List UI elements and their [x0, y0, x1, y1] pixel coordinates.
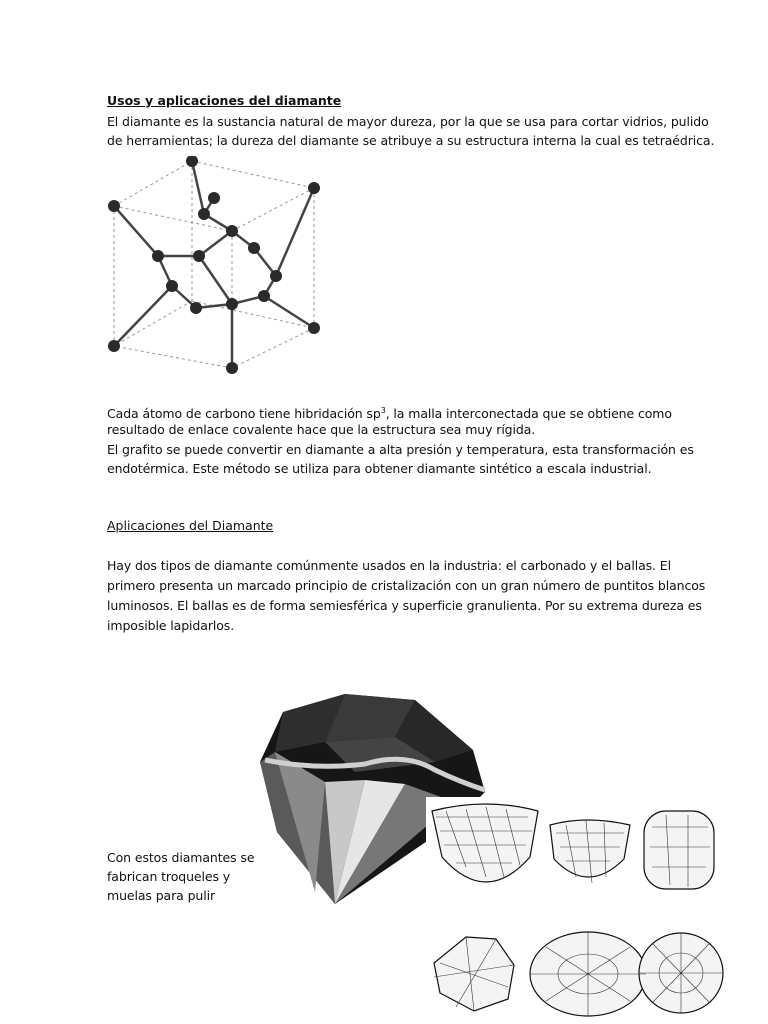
paragraph-line: primero presenta un marcado principio de cristalización con un gran número de puntitos blancos	[107, 578, 706, 593]
text-run: , la malla interconectada que se obtiene como	[385, 406, 672, 422]
paragraph-line: El diamante es la sustancia natural de mayor dureza, por la que se usa para cortar vidrios, pulido	[107, 114, 709, 129]
paragraph-line: El grafito se puede convertir en diamante a alta presión y temperatura, esta transformación es	[107, 442, 694, 457]
caption-line: muelas para pulir	[107, 888, 216, 903]
diamond-lattice-figure	[104, 156, 328, 376]
paragraph-line: endotérmica. Este método se utiliza para obtener diamante sintético a escala industrial.	[107, 461, 652, 476]
paragraph-line: resultado de enlace covalente hace que la estructura sea muy rígida.	[107, 422, 536, 437]
carbonado-ballas-drawings	[426, 797, 738, 1021]
paragraph-line: imposible lapidarlos.	[107, 618, 235, 633]
paragraph-line: Hay dos tipos de diamante comúnmente usados en la industria: el carbonado y el ballas. El	[107, 558, 671, 573]
superscript: 3	[380, 406, 386, 415]
paragraph-line: de herramientas; la dureza del diamante se atribuye a su estructura interna la cual es tetraédrica.	[107, 133, 715, 148]
paragraph-line: luminosos. El ballas es de forma semiesférica y superficie granulienta. Por su extrema dureza es	[107, 598, 702, 613]
caption-line: fabrican troqueles y	[107, 869, 231, 884]
text-run: Cada átomo de carbono tiene hibridación sp	[107, 406, 381, 422]
section-heading-usos: Usos y aplicaciones del diamante	[107, 93, 342, 108]
section-heading-aplicaciones: Aplicaciones del Diamante	[107, 518, 274, 533]
caption-line: Con estos diamantes se	[107, 850, 255, 865]
